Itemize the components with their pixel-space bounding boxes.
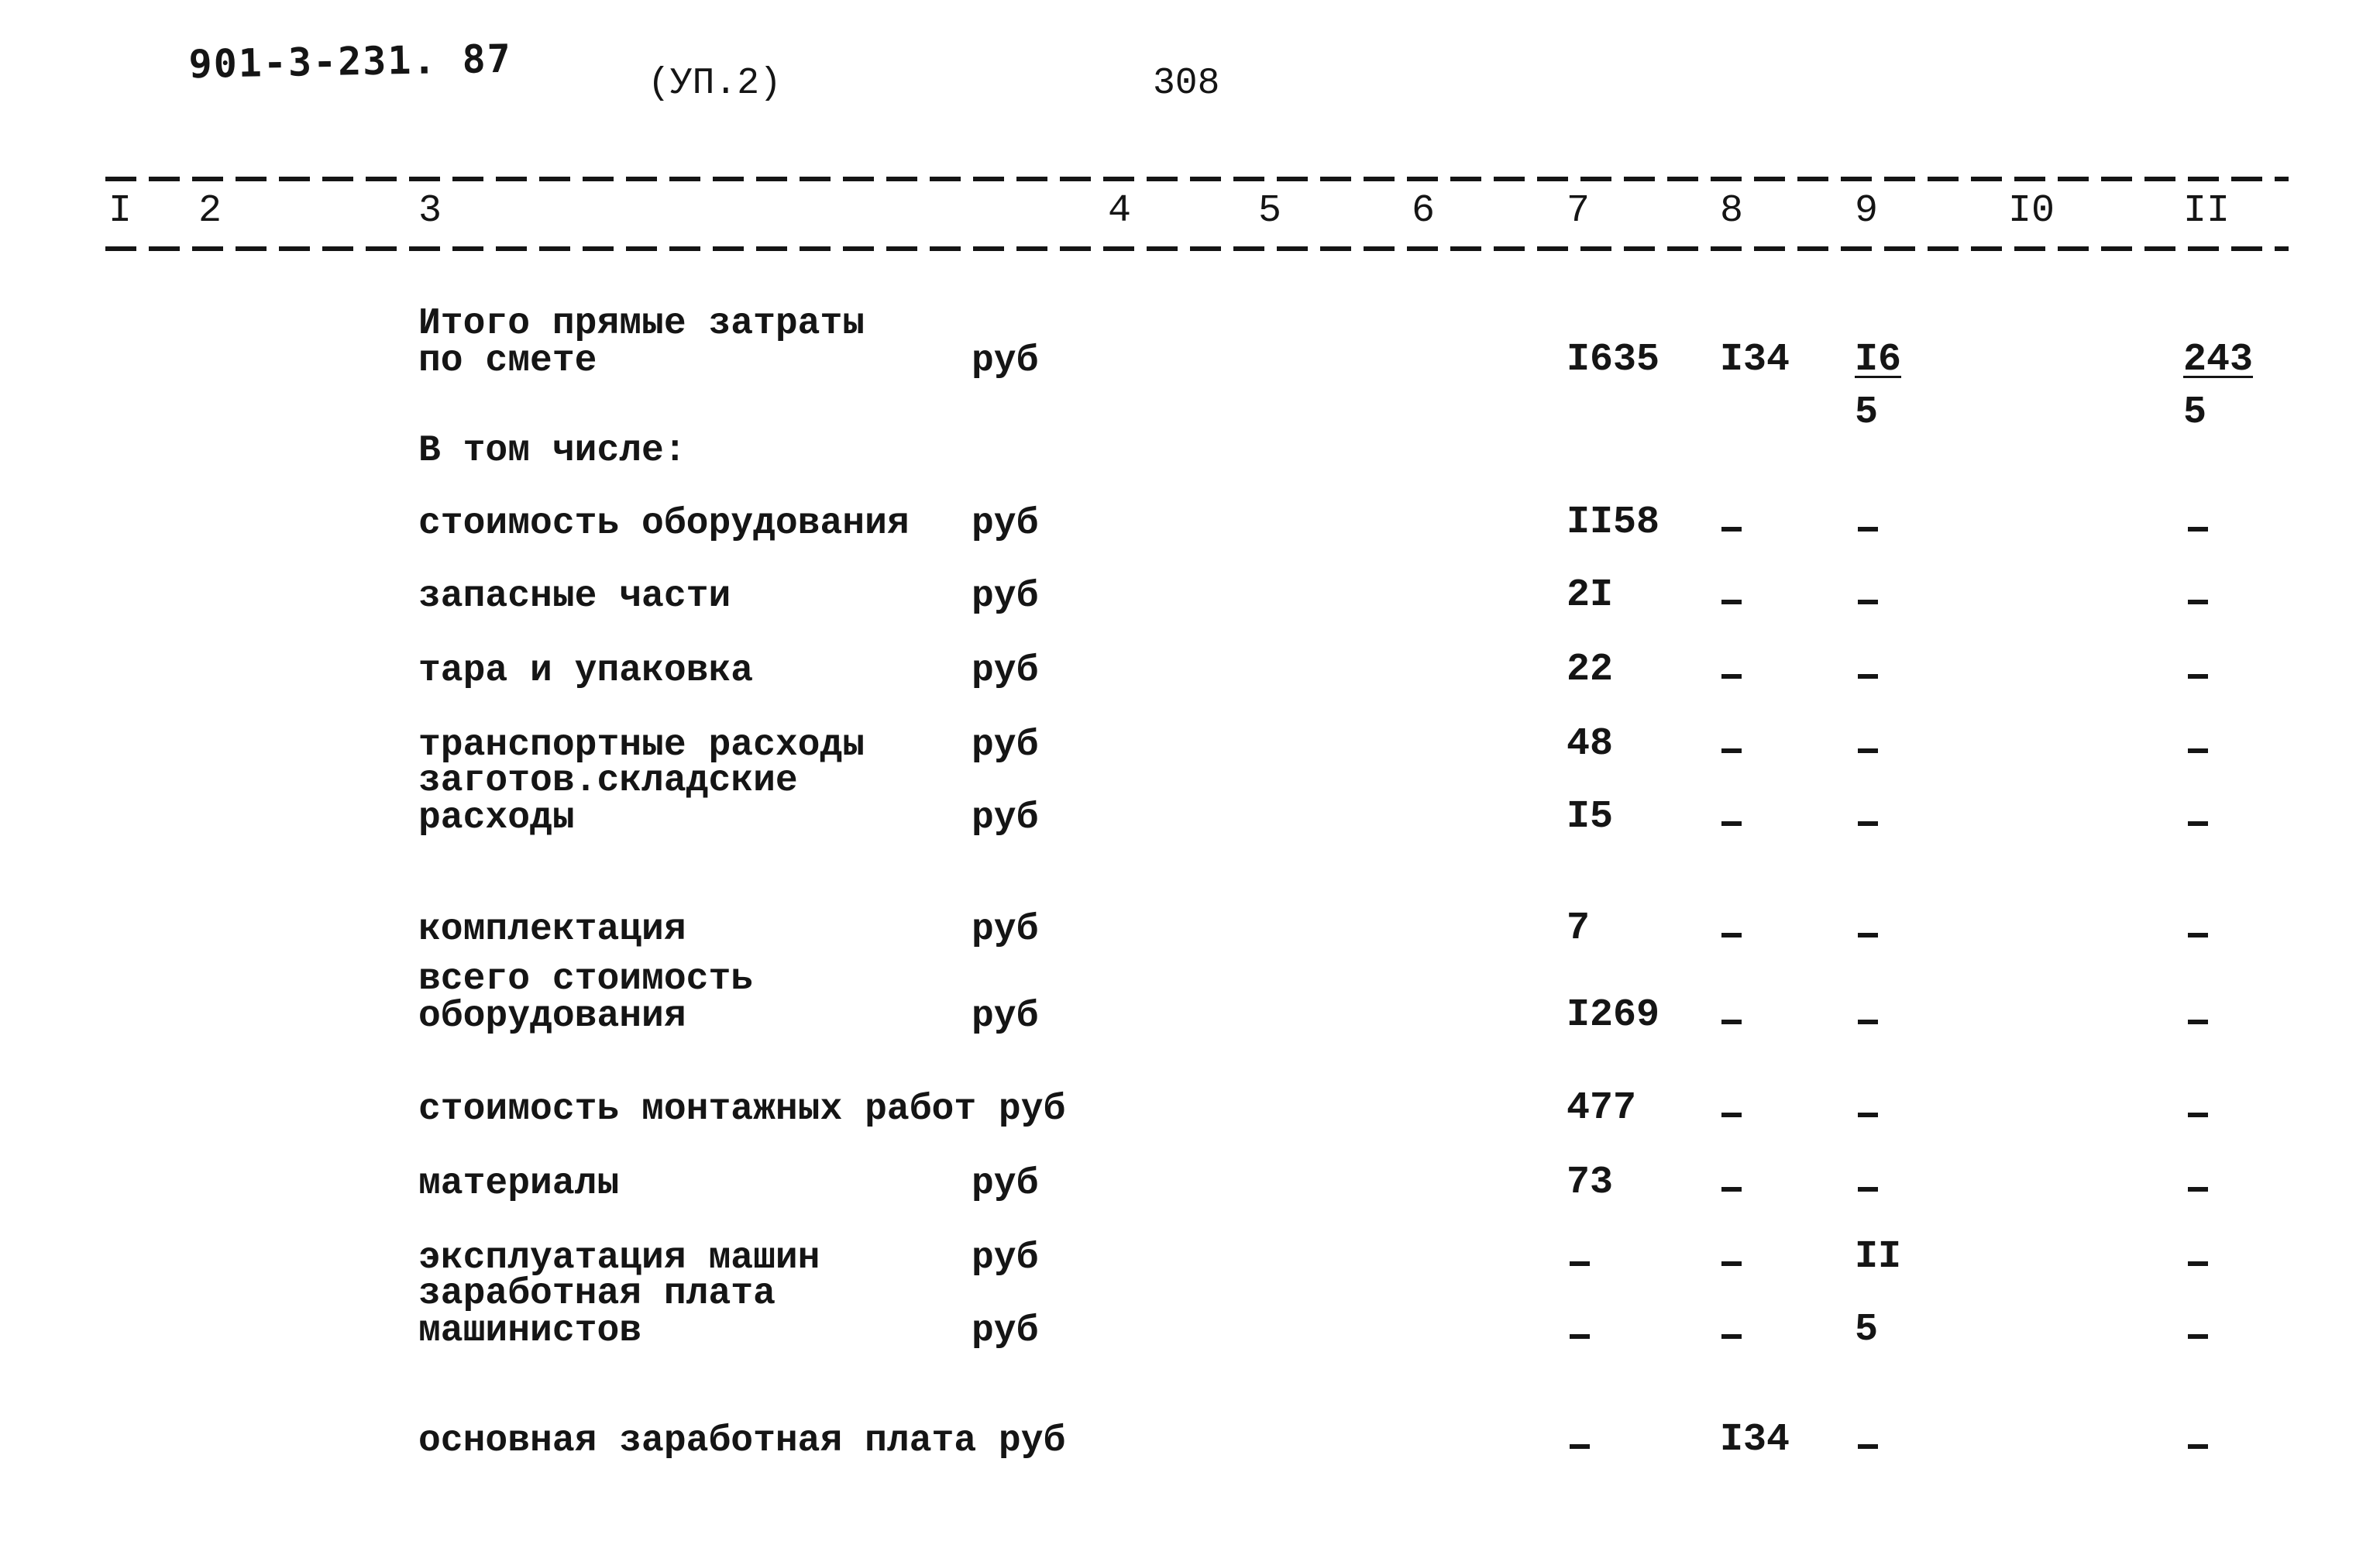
row-c7-value: 73 xyxy=(1567,1161,1614,1205)
total-col9: I6 xyxy=(1855,338,1902,382)
row-c11-dash xyxy=(2188,748,2208,753)
row-unit: руб xyxy=(972,909,1039,951)
row-c11-dash xyxy=(2188,600,2208,604)
row-c7-value: 22 xyxy=(1567,648,1614,692)
row-label: транспортные расходы xyxy=(418,724,865,766)
row-c8-dash xyxy=(1721,527,1742,532)
page-number: 308 xyxy=(1153,63,1220,105)
row-c8-dash xyxy=(1721,674,1742,679)
row-c9-dash xyxy=(1858,1113,1878,1117)
row-c7-value: 7 xyxy=(1567,907,1591,951)
row-label: стоимость оборудования xyxy=(418,503,910,545)
total-col9-sub: 5 xyxy=(1855,390,1879,435)
row-unit: руб xyxy=(972,503,1039,545)
row-c8-dash xyxy=(1721,748,1742,753)
row-c7-dash xyxy=(1570,1444,1590,1449)
row-label-line2: оборудования xyxy=(418,996,686,1037)
row-c9-dash xyxy=(1858,1444,1878,1449)
row-label-line2: машинистов xyxy=(418,1310,642,1352)
row-unit: руб xyxy=(972,1310,1039,1352)
row-label: запасные части xyxy=(418,576,731,618)
row-c7-value: II58 xyxy=(1567,501,1660,545)
row-c9-dash xyxy=(1858,821,1878,826)
row-c7-value: I5 xyxy=(1567,795,1614,839)
row-c8-dash xyxy=(1721,1020,1742,1024)
col-num-9: 9 xyxy=(1855,189,1879,233)
row-label: эксплуатация машин xyxy=(418,1237,820,1279)
row-c7-dash xyxy=(1570,1334,1590,1339)
row-c8-value: I34 xyxy=(1720,1418,1790,1462)
row-label: комплектация xyxy=(418,909,686,951)
row-label: тара и упаковка xyxy=(418,650,754,692)
header-rule-bottom xyxy=(105,246,2289,251)
row-c11-dash xyxy=(2188,933,2208,937)
row-label-line2: расходы xyxy=(418,797,575,839)
row-unit: руб xyxy=(972,797,1039,839)
row-c7-dash xyxy=(1570,1261,1590,1266)
row-c9-dash xyxy=(1858,1187,1878,1192)
row-c8-dash xyxy=(1721,1334,1742,1339)
row-c11-dash xyxy=(2188,1020,2208,1024)
total-col7: I635 xyxy=(1567,338,1660,382)
row-c8-dash xyxy=(1721,821,1742,826)
document-code: 901-3-231. 87 xyxy=(188,36,513,87)
row-label: всего стоимость xyxy=(418,958,754,1000)
row-unit: руб xyxy=(972,650,1039,692)
row-unit: руб xyxy=(972,576,1039,618)
col-num-2: 2 xyxy=(198,189,222,233)
col-num-11: II xyxy=(2183,189,2230,233)
including-label: В том числе: xyxy=(418,430,686,472)
row-c11-dash xyxy=(2188,1334,2208,1339)
row-c7-value: 2I xyxy=(1567,573,1614,618)
row-c8-dash xyxy=(1721,1261,1742,1266)
row-label: заготов.складские xyxy=(418,760,798,802)
row-label: основная заработная плата руб xyxy=(418,1420,1066,1462)
album-label: (УП.2) xyxy=(648,63,782,105)
row-c9-dash xyxy=(1858,933,1878,937)
total-unit: руб xyxy=(972,340,1039,382)
row-c9-value: 5 xyxy=(1855,1308,1879,1352)
row-unit: руб xyxy=(972,1237,1039,1279)
row-c9-dash xyxy=(1858,600,1878,604)
row-c11-dash xyxy=(2188,1261,2208,1266)
row-c11-dash xyxy=(2188,1444,2208,1449)
row-c11-dash xyxy=(2188,527,2208,532)
total-label-line1: Итого прямые затраты xyxy=(418,303,865,345)
row-c8-dash xyxy=(1721,1113,1742,1117)
row-c9-dash xyxy=(1858,527,1878,532)
col-num-5: 5 xyxy=(1258,189,1282,233)
col-num-4: 4 xyxy=(1108,189,1132,233)
row-label: стоимость монтажных работ руб xyxy=(418,1089,1066,1130)
col-num-8: 8 xyxy=(1720,189,1744,233)
header-rule-top xyxy=(105,177,2289,181)
col-num-3: 3 xyxy=(418,189,442,233)
row-c7-value: 48 xyxy=(1567,722,1614,766)
row-c9-dash xyxy=(1858,1020,1878,1024)
row-unit: руб xyxy=(972,1163,1039,1205)
row-c7-value: I269 xyxy=(1567,993,1660,1037)
row-label: заработная плата xyxy=(418,1273,776,1315)
row-c11-dash xyxy=(2188,674,2208,679)
total-label-line2: по смете xyxy=(418,340,597,382)
row-c9-dash xyxy=(1858,674,1878,679)
col-num-6: 6 xyxy=(1412,189,1436,233)
row-c8-dash xyxy=(1721,1187,1742,1192)
col-num-1: I xyxy=(108,189,132,233)
total-col11-sub: 5 xyxy=(2183,390,2207,435)
row-c9-dash xyxy=(1858,748,1878,753)
row-label: материалы xyxy=(418,1163,620,1205)
row-c9-value: II xyxy=(1855,1235,1902,1279)
row-c8-dash xyxy=(1721,600,1742,604)
row-c8-dash xyxy=(1721,933,1742,937)
row-c11-dash xyxy=(2188,821,2208,826)
row-unit: руб xyxy=(972,724,1039,766)
total-col11: 243 xyxy=(2183,338,2254,382)
row-c11-dash xyxy=(2188,1187,2208,1192)
row-c7-value: 477 xyxy=(1567,1086,1637,1130)
total-col8: I34 xyxy=(1720,338,1790,382)
col-num-7: 7 xyxy=(1567,189,1591,233)
row-unit: руб xyxy=(972,996,1039,1037)
row-c11-dash xyxy=(2188,1113,2208,1117)
col-num-10: I0 xyxy=(2008,189,2055,233)
